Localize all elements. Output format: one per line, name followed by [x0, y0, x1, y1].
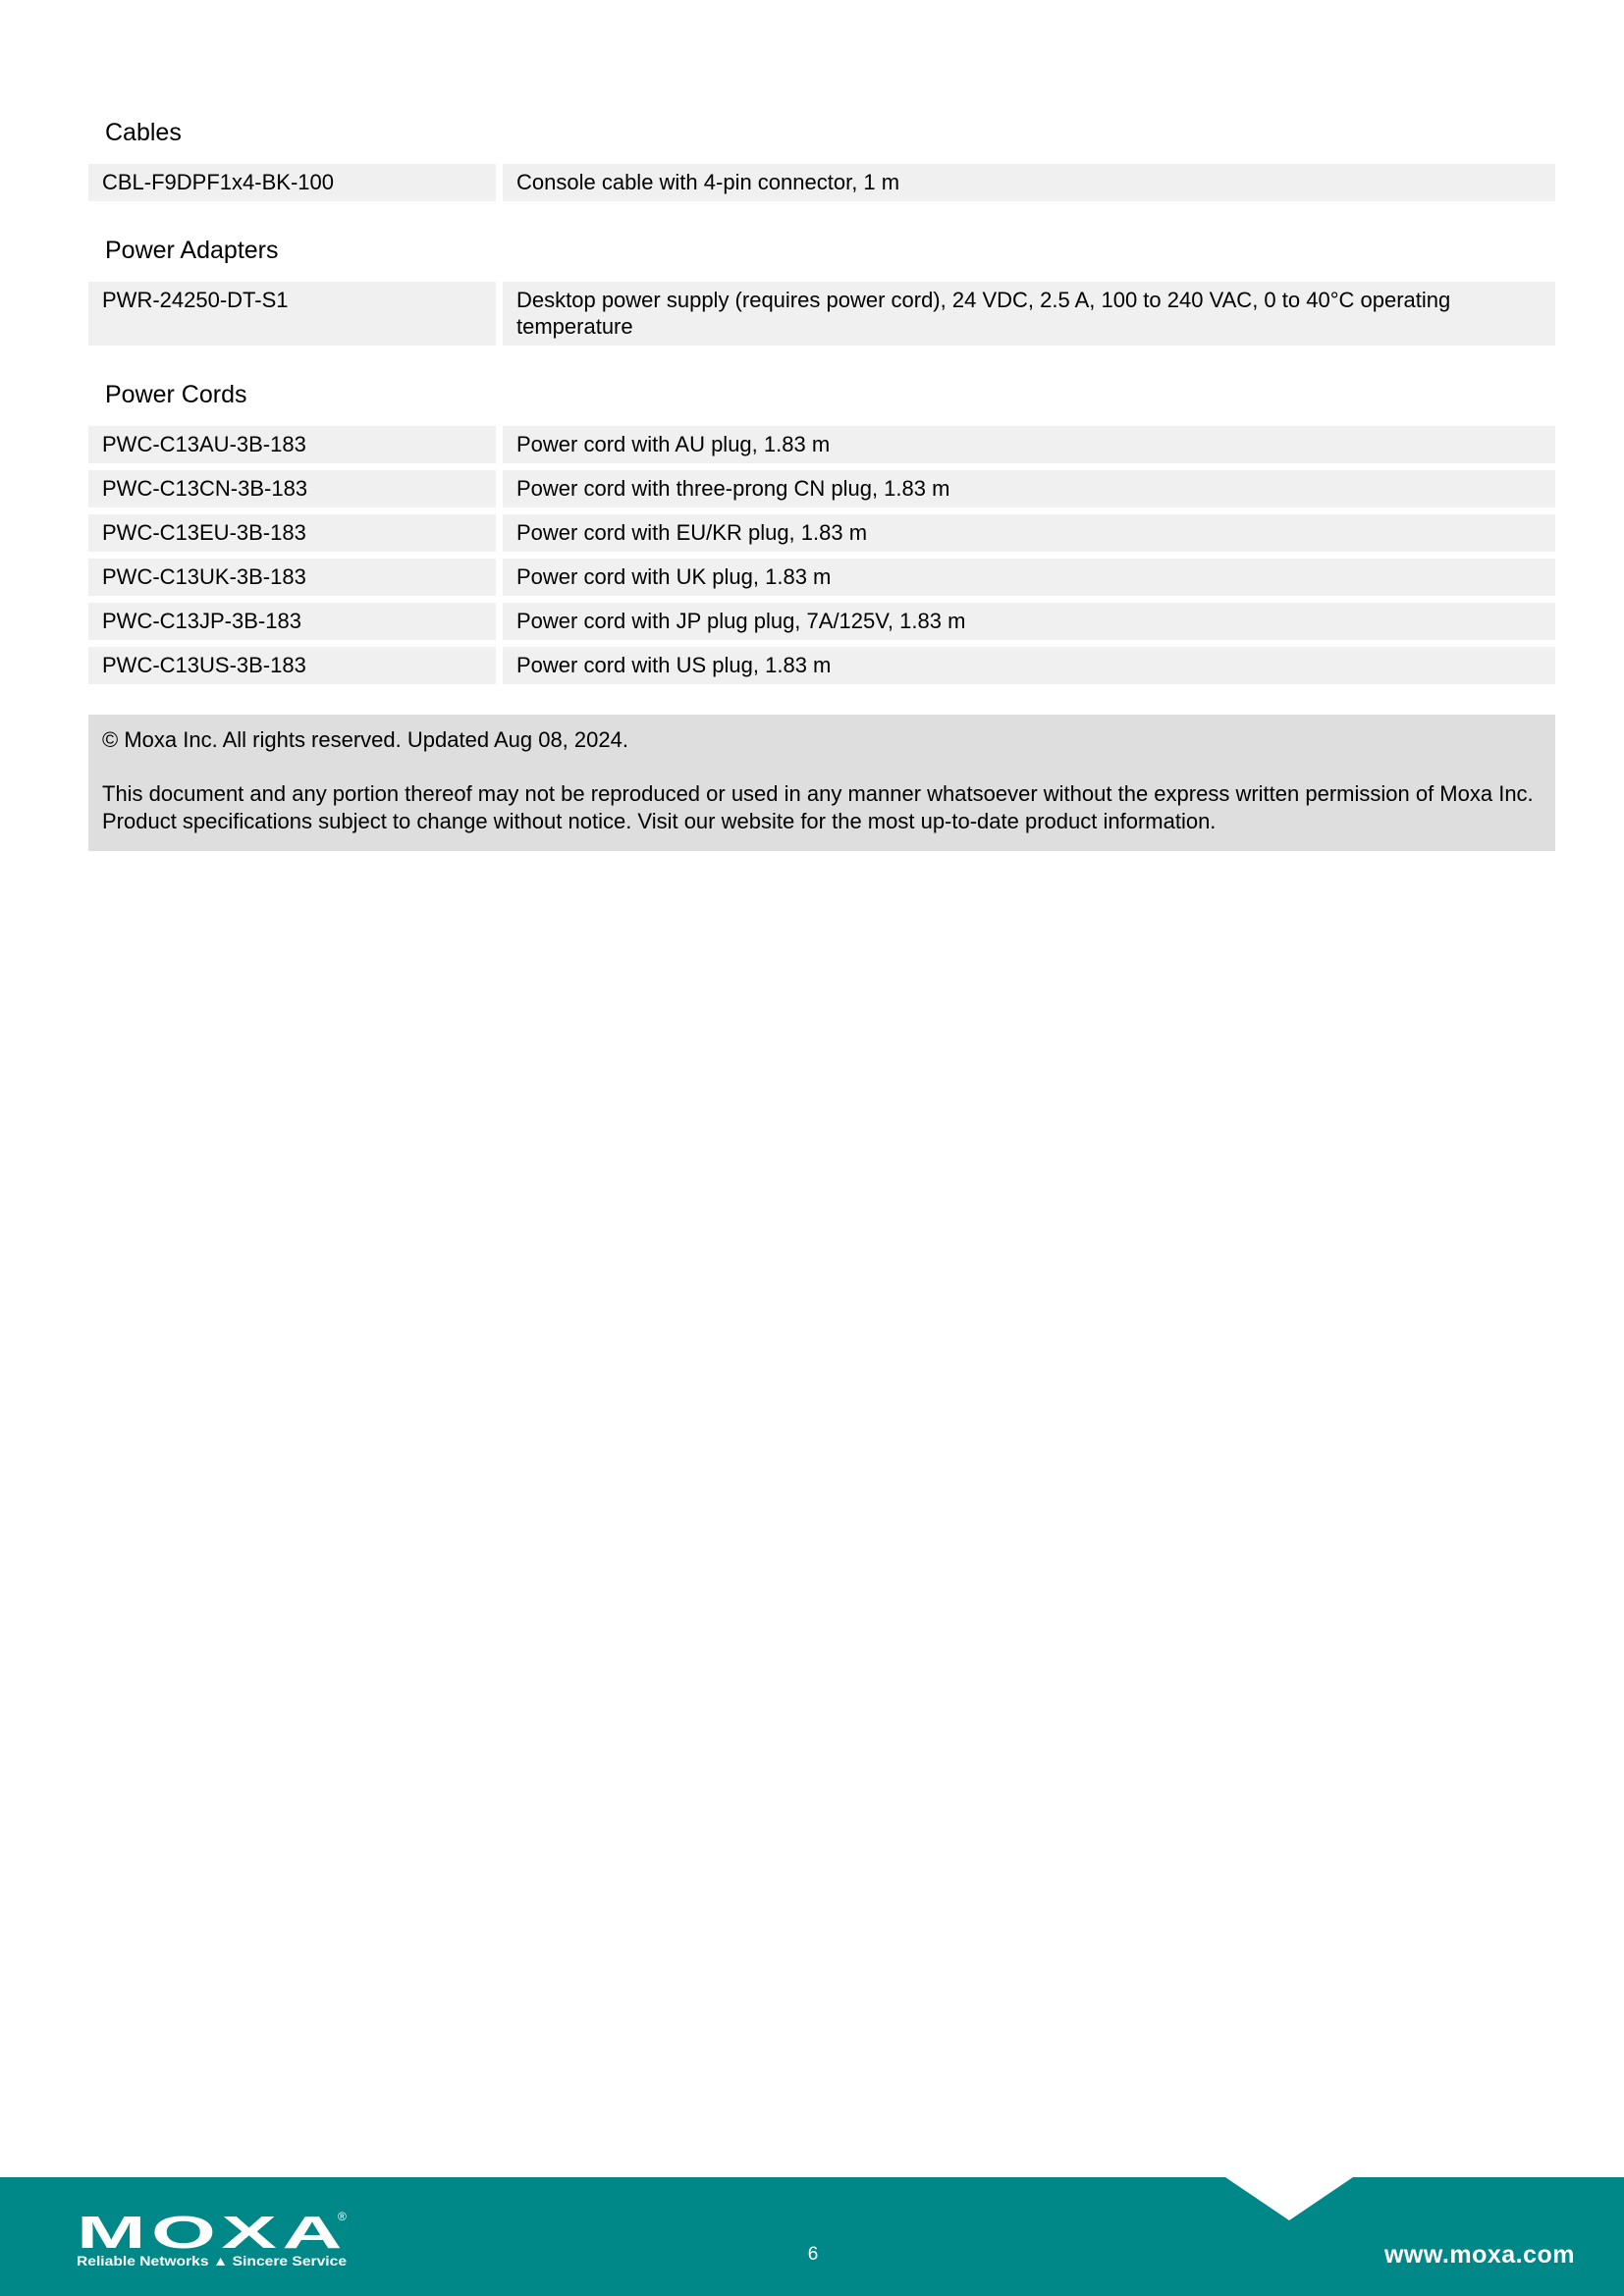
table-row — [88, 470, 1555, 507]
section-power-cords — [88, 380, 1555, 684]
copyright-line: © Moxa Inc. All rights reserved. Updated Aug 08, 2024. — [102, 727, 628, 752]
table-row — [88, 282, 1555, 346]
section-title: Cables — [105, 119, 182, 146]
section-cables — [88, 118, 1555, 201]
table-row — [88, 559, 1555, 596]
table-row — [88, 164, 1555, 201]
description-cell: Console cable with 4-pin connector, 1 m — [503, 164, 1555, 201]
model-cell: CBL-F9DPF1x4-BK-100 — [88, 164, 496, 201]
model-cell: PWC-C13AU-3B-183 — [88, 426, 496, 463]
section-title: Power Cords — [105, 381, 247, 408]
website-link[interactable]: www.moxa.com — [1383, 2241, 1575, 2269]
description-cell: Power cord with JP plug plug, 7A/125V, 1.83 m — [503, 603, 1555, 640]
section-spacer — [88, 208, 1555, 236]
table-row — [88, 603, 1555, 640]
table-row — [88, 426, 1555, 463]
registered-mark: ® — [338, 2211, 347, 2223]
copyright-notice — [88, 715, 1555, 851]
description-cell: Power cord with US plug, 1.83 m — [503, 647, 1555, 684]
accessories-content — [88, 118, 1555, 691]
description-cell: Power cord with AU plug, 1.83 m — [503, 426, 1555, 463]
logo-tagline: Reliable Networks ▲ Sincere Service — [77, 2253, 348, 2269]
footer-notch-shape — [1225, 2177, 1353, 2220]
description-cell: Desktop power supply (requires power cord), 24 VDC, 2.5 A, 100 to 240 VAC, 0 to 40°C operating temperature — [503, 282, 1555, 346]
page-number: 6 — [807, 2244, 819, 2265]
description-cell: Power cord with three-prong CN plug, 1.83 m — [503, 470, 1555, 507]
moxa-logo — [77, 2211, 352, 2269]
description-cell: Power cord with UK plug, 1.83 m — [503, 559, 1555, 596]
model-cell: PWC-C13JP-3B-183 — [88, 603, 496, 640]
table-row — [88, 647, 1555, 684]
model-cell: PWR-24250-DT-S1 — [88, 282, 496, 346]
model-cell: PWC-C13CN-3B-183 — [88, 470, 496, 507]
model-cell: PWC-C13UK-3B-183 — [88, 559, 496, 596]
description-cell: Power cord with EU/KR plug, 1.83 m — [503, 514, 1555, 552]
table-row — [88, 514, 1555, 552]
logo-wordmark: MOXA — [77, 2211, 348, 2258]
section-spacer — [88, 352, 1555, 380]
model-cell: PWC-C13US-3B-183 — [88, 647, 496, 684]
section-title: Power Adapters — [105, 237, 279, 264]
section-power-adapters — [88, 236, 1555, 346]
model-cell: PWC-C13EU-3B-183 — [88, 514, 496, 552]
disclaimer-text: This document and any portion thereof may not be reproduced or used in any manner whatsoever without the express written permission of Moxa Inc. Product specifications subject to change without notice. Visit our website for the most up-to-date product information. — [102, 781, 1534, 833]
